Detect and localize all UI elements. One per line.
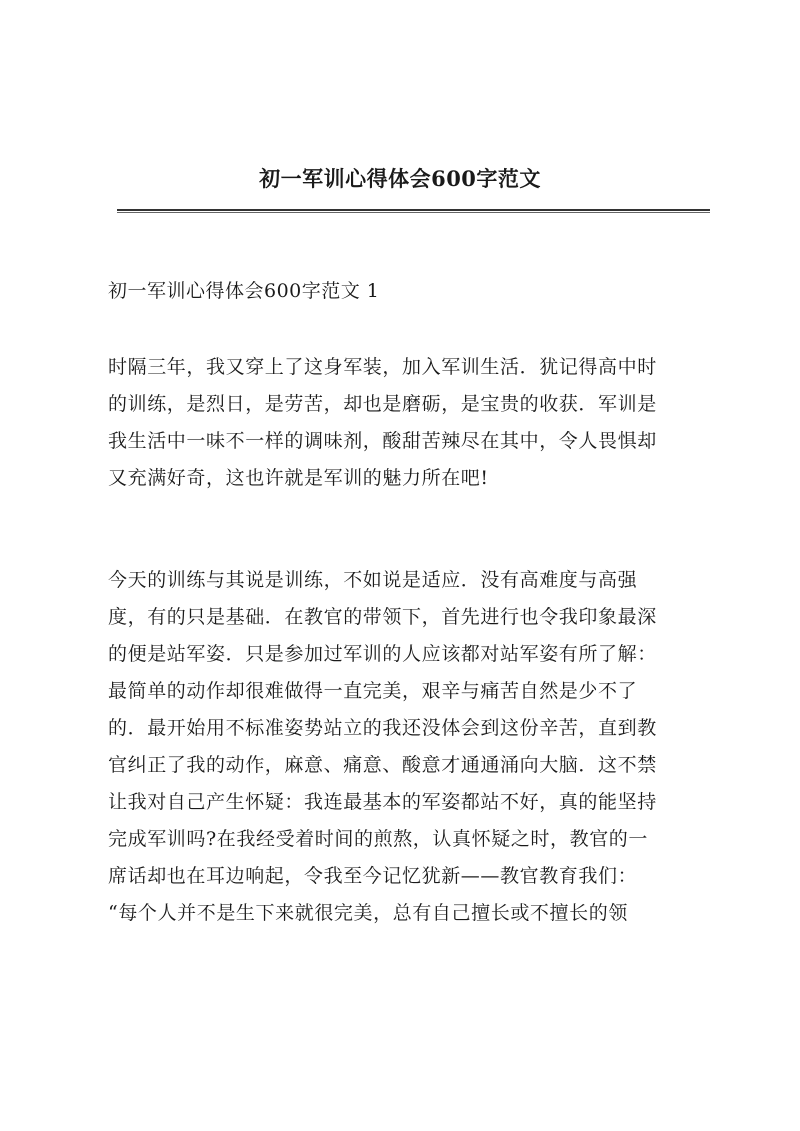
paragraph-line: 又充满好奇，这也许就是军训的魅力所在吧! xyxy=(108,467,489,489)
paragraph-line: 官纠正了我的动作，麻意、痛意、酸意才通通涌向大脑．这不禁 xyxy=(108,754,657,776)
paragraph-2 xyxy=(108,562,708,932)
paragraph-line: 时隔三年，我又穿上了这身军装，加入军训生活．犹记得高中时 xyxy=(108,356,657,378)
section-heading: 初一军训心得体会600字范文 1 xyxy=(108,280,380,302)
paragraph-line: 让我对自己产生怀疑：我连最基本的军姿都站不好，真的能坚持 xyxy=(108,791,657,813)
paragraph-line: 的便是站军姿．只是参加过军训的人应该都对站军姿有所了解： xyxy=(108,643,657,665)
title-divider xyxy=(117,209,710,213)
paragraph-line: 完成军训吗?在我经受着时间的煎熬，认真怀疑之时，教官的一 xyxy=(108,828,648,850)
paragraph-line: 席话却也在耳边响起，令我至今记忆犹新——教官教育我们： xyxy=(108,865,638,887)
paragraph-line: 的．最开始用不标准姿势站立的我还没体会到这份辛苦，直到教 xyxy=(108,717,657,739)
paragraph-line: 最简单的动作却很难做得一直完美，艰辛与痛苦自然是少不了 xyxy=(108,680,638,702)
paragraph-line: 的训练，是烈日，是劳苦，却也是磨砺，是宝贵的收获．军训是 xyxy=(108,393,657,415)
paragraph-line: 度，有的只是基础．在教官的带领下，首先进行也令我印象最深 xyxy=(108,606,657,628)
paragraph-line: “每个人并不是生下来就很完美，总有自己擅长或不擅长的领 xyxy=(108,902,628,924)
paragraph-line: 我生活中一味不一样的调味剂，酸甜苦辣尽在其中，令人畏惧却 xyxy=(108,430,657,452)
paragraph-line: 今天的训练与其说是训练，不如说是适应．没有高难度与高强 xyxy=(108,569,638,591)
paragraph-1 xyxy=(108,349,708,497)
document-title: 初一军训心得体会600字范文 xyxy=(259,166,541,191)
